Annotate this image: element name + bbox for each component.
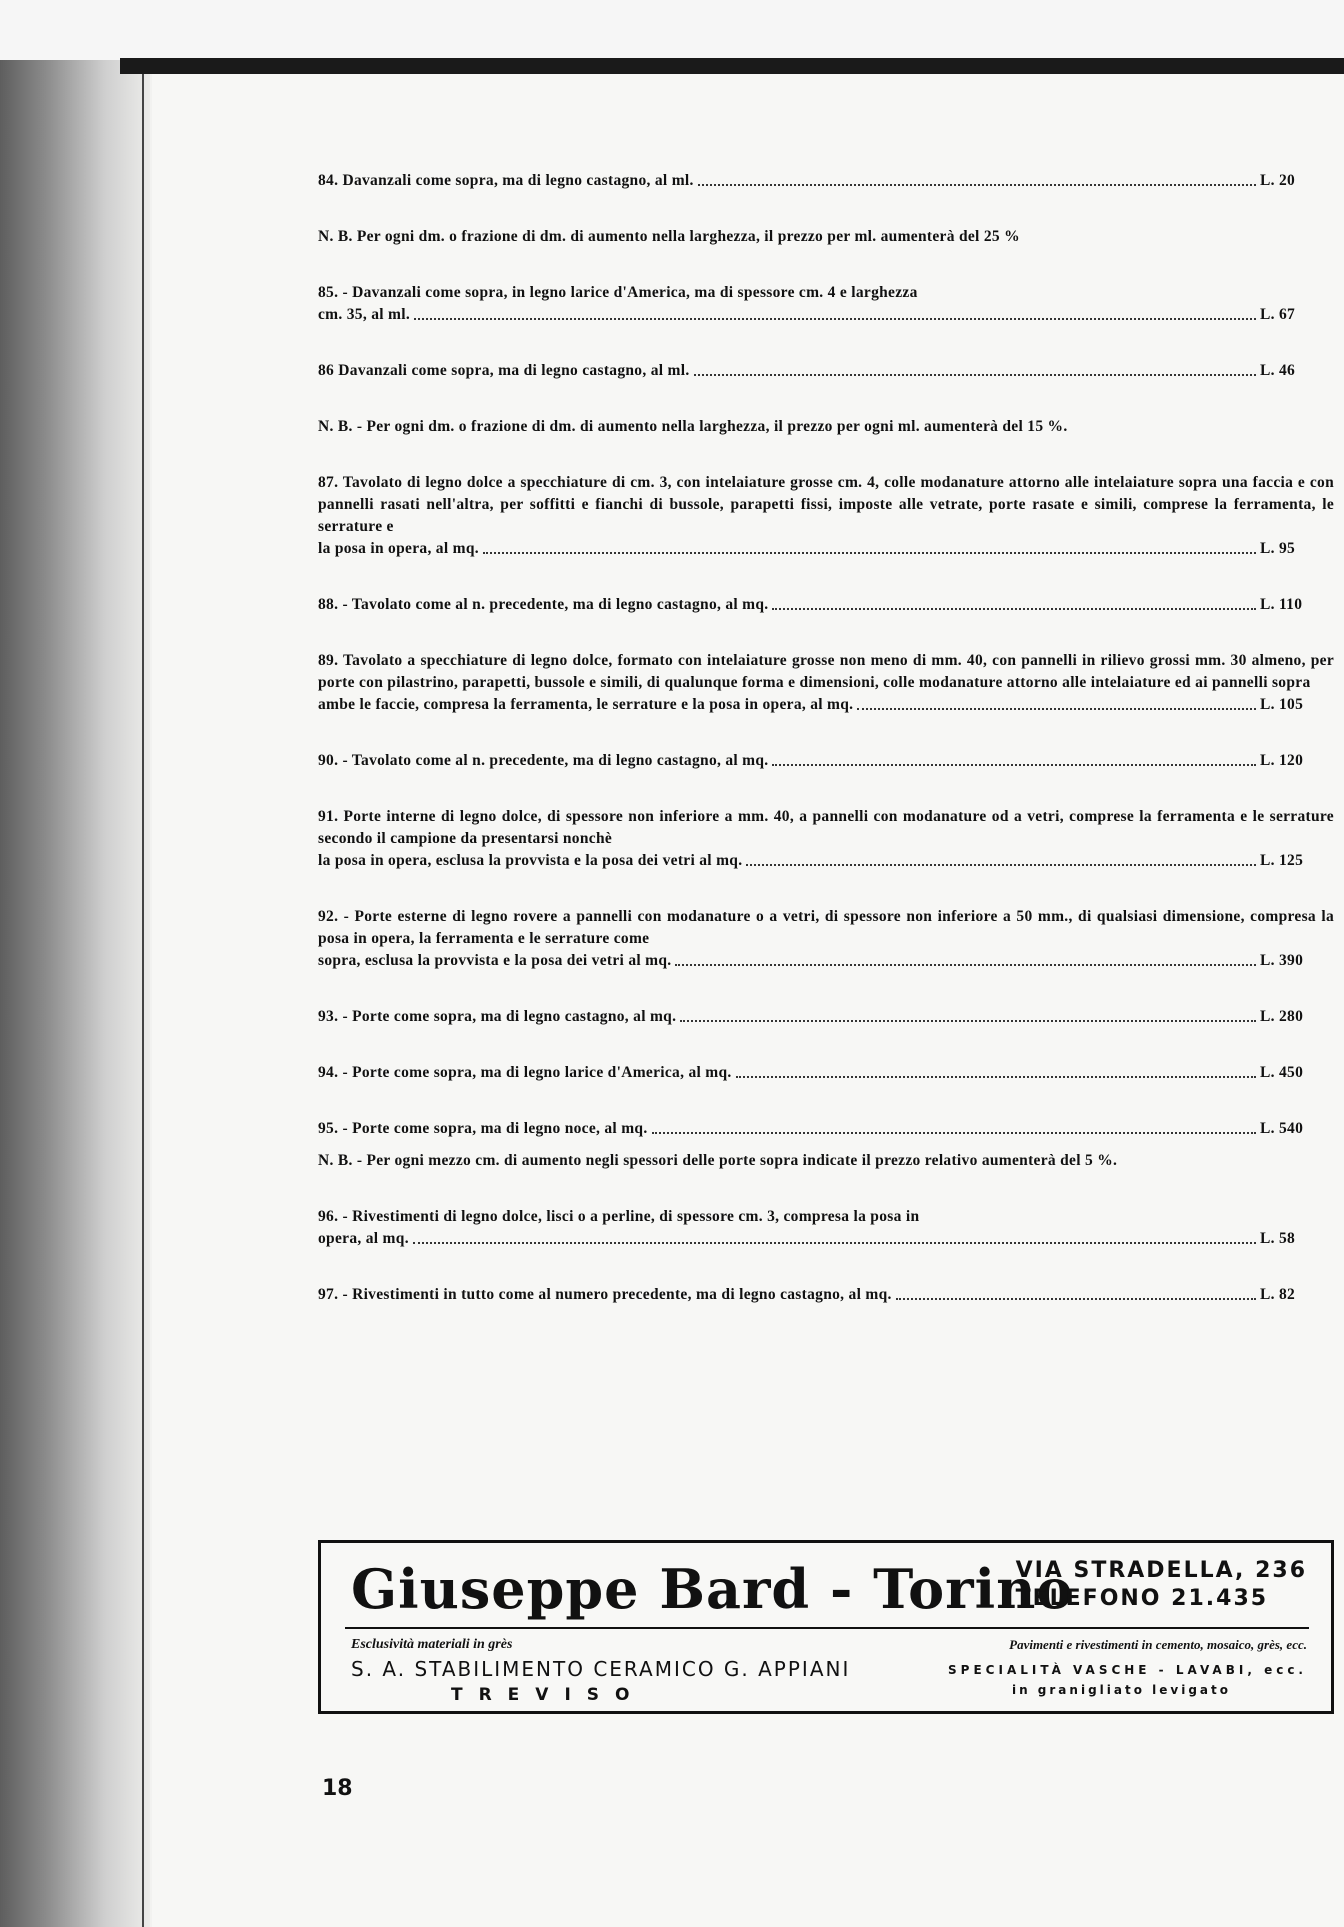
entry-text: la posa in opera, al mq.: [318, 540, 479, 557]
entry-text: 93. - Porte come sopra, ma di legno castagno, al mq.: [318, 1008, 677, 1025]
price-entry: [318, 806, 1334, 872]
dot-leader: [772, 750, 1256, 766]
entry-text: 86 Davanzali come sopra, ma di legno castagno, al ml.: [318, 362, 690, 379]
dot-leader: [413, 1228, 1256, 1244]
price-entry: [318, 650, 1334, 716]
dot-leader: [675, 950, 1256, 966]
dot-leader: [772, 594, 1256, 610]
price-entry: [318, 472, 1334, 560]
entry-text: ambe le faccie, compresa la ferramenta, le serrature e la posa in opera, al mq.: [318, 696, 854, 713]
entry-text: 90. - Tavolato come al n. precedente, ma di legno castagno, al mq.: [318, 752, 769, 769]
ad-divider: [345, 1627, 1309, 1629]
spine-line: [142, 60, 144, 1927]
entry-price: L. 120: [1260, 752, 1304, 769]
note: [318, 1150, 1334, 1172]
entry-price: L. 390: [1260, 952, 1304, 969]
entry-text: sopra, esclusa la provvista e la posa dei vetri al mq.: [318, 952, 672, 969]
entry-line: [318, 360, 1334, 382]
price-entry: [318, 1206, 1334, 1250]
entry-text: 95. - Porte come sopra, ma di legno noce, al mq.: [318, 1120, 648, 1137]
entry-text: 84. Davanzali come sopra, ma di legno castagno, al ml.: [318, 172, 694, 189]
entry-text: 94. - Porte come sopra, ma di legno larice d'America, al mq.: [318, 1064, 732, 1081]
note: [318, 416, 1334, 438]
price-entry: [318, 170, 1334, 192]
price-entry: [318, 1006, 1334, 1028]
price-entry: [318, 906, 1334, 972]
entry-price: L. 450: [1260, 1064, 1304, 1081]
price-entry: [318, 594, 1334, 616]
entry-text: la posa in opera, esclusa la provvista e la posa dei vetri al mq.: [318, 852, 743, 869]
ad-contact: [1016, 1557, 1307, 1613]
entry-price: L. 20: [1260, 172, 1296, 189]
ad-city: TREVISO: [451, 1685, 646, 1705]
price-entry: [318, 1284, 1334, 1306]
price-entry: [318, 750, 1334, 772]
note: [318, 226, 1334, 248]
entry-line: [318, 1228, 1334, 1250]
dot-leader: [652, 1118, 1256, 1134]
ad-flooring: Pavimenti e rivestimenti in cemento, mosaico, grès, ecc.: [1009, 1637, 1307, 1652]
entry-text: 88. - Tavolato come al n. precedente, ma di legno castagno, al mq.: [318, 596, 769, 613]
price-entry: [318, 282, 1334, 326]
note-text: N. B. - Per ogni mezzo cm. di aumento negli spessori delle porte sopra indicate il prezzo relativo aumenterà del 5 %.: [318, 1152, 1118, 1169]
dot-leader: [694, 360, 1256, 376]
entry-line: [318, 538, 1334, 560]
page-number: 18: [322, 1776, 353, 1801]
entry-price: L. 280: [1260, 1008, 1304, 1025]
entry-line: [318, 1062, 1334, 1084]
entry-price: L. 46: [1260, 362, 1296, 379]
entry-description: 87. Tavolato di legno dolce a specchiature di cm. 3, con intelaiature grosse cm. 4, colle modanature attorno alle intelaiature sopra una faccia e con pannelli rasati nell'altra, per soffitti e fianchi di bussole, parapetti fissi, imposte alle vetrate, porte rasate e simili, comprese la ferramenta, le serrature e: [318, 474, 1334, 535]
entry-description: 85. - Davanzali come sopra, in legno larice d'America, ma di spessore cm. 4 e larghezza: [318, 284, 918, 301]
ad-title: Giuseppe Bard - Torino: [351, 1557, 1074, 1621]
dot-leader: [698, 170, 1256, 186]
entry-description: 92. - Porte esterne di legno rovere a pannelli con modanature o a vetri, di spessore non inferiore a 50 mm., di qualsiasi dimensione, compresa la posa in opera, la ferramenta e le serrature come: [318, 908, 1334, 947]
entry-price: L. 540: [1260, 1120, 1304, 1137]
entry-price: L. 95: [1260, 540, 1296, 557]
dot-leader: [746, 850, 1256, 866]
entry-line: [318, 170, 1334, 192]
ad-granite: in granigliato levigato: [1011, 1683, 1231, 1697]
ad-address: VIA STRADELLA, 236: [1015, 1558, 1307, 1583]
entry-line: [318, 594, 1334, 616]
price-list: [318, 170, 1334, 1340]
dot-leader: [414, 304, 1256, 320]
entry-line: [318, 1118, 1334, 1140]
top-edge-shadow: [120, 58, 1344, 74]
entry-line: [318, 1284, 1334, 1306]
entry-description: 96. - Rivestimenti di legno dolce, lisci o a perline, di spessore cm. 3, compresa la posa in: [318, 1208, 920, 1225]
entry-line: [318, 304, 1334, 326]
book-spine-shadow: [0, 60, 150, 1927]
note-text: N. B. Per ogni dm. o frazione di dm. di aumento nella larghezza, il prezzo per ml. aumenterà del 25 %: [318, 228, 1020, 245]
entry-line: [318, 950, 1334, 972]
entry-description: 89. Tavolato a specchiature di legno dolce, formato con intelaiature grosse non meno di mm. 40, con pannelli in rilievo grossi mm. 30 almeno, per porte con pilastrino, parapetti, bussole e simili, di qualunque forma e dimensioni, colle modanature attorno alle intelaiature ed ai pannelli sopra: [318, 652, 1334, 691]
note-text: N. B. - Per ogni dm. o frazione di dm. di aumento nella larghezza, il prezzo per ogni ml. aumenterà del 15 %.: [318, 418, 1068, 435]
ad-company: S. A. STABILIMENTO CERAMICO G. APPIANI: [351, 1657, 851, 1681]
entry-price: L. 82: [1260, 1286, 1296, 1303]
dot-leader: [896, 1284, 1256, 1300]
entry-line: [318, 694, 1334, 716]
entry-line: [318, 750, 1334, 772]
entry-line: [318, 1006, 1334, 1028]
price-entry: [318, 360, 1334, 382]
entry-text: opera, al mq.: [318, 1230, 409, 1247]
entry-line: [318, 850, 1334, 872]
ad-exclusive: Esclusività materiali in grès: [351, 1637, 513, 1652]
entry-price: L. 105: [1260, 696, 1304, 713]
entry-description: 91. Porte interne di legno dolce, di spessore non inferiore a mm. 40, a pannelli con modanature od a vetri, comprese la ferramenta e le serrature secondo il campione da presentarsi nonchè: [318, 808, 1334, 847]
entry-price: L. 67: [1260, 306, 1296, 323]
entry-price: L. 58: [1260, 1230, 1296, 1247]
dot-leader: [680, 1006, 1256, 1022]
price-entry: [318, 1062, 1334, 1084]
dot-leader: [857, 694, 1256, 710]
entry-price: L. 110: [1260, 596, 1303, 613]
entry-price: L. 125: [1260, 852, 1304, 869]
ad-phone: TELEFONO 21.435: [1015, 1586, 1269, 1611]
entry-text: 97. - Rivestimenti in tutto come al numero precedente, ma di legno castagno, al mq.: [318, 1286, 892, 1303]
dot-leader: [483, 538, 1256, 554]
advertisement: [318, 1540, 1334, 1714]
price-entry: [318, 1118, 1334, 1140]
dot-leader: [736, 1062, 1256, 1078]
entry-text: cm. 35, al ml.: [318, 306, 411, 323]
ad-specialty: SPECIALITÀ VASCHE - LAVABI, ecc.: [948, 1663, 1307, 1677]
